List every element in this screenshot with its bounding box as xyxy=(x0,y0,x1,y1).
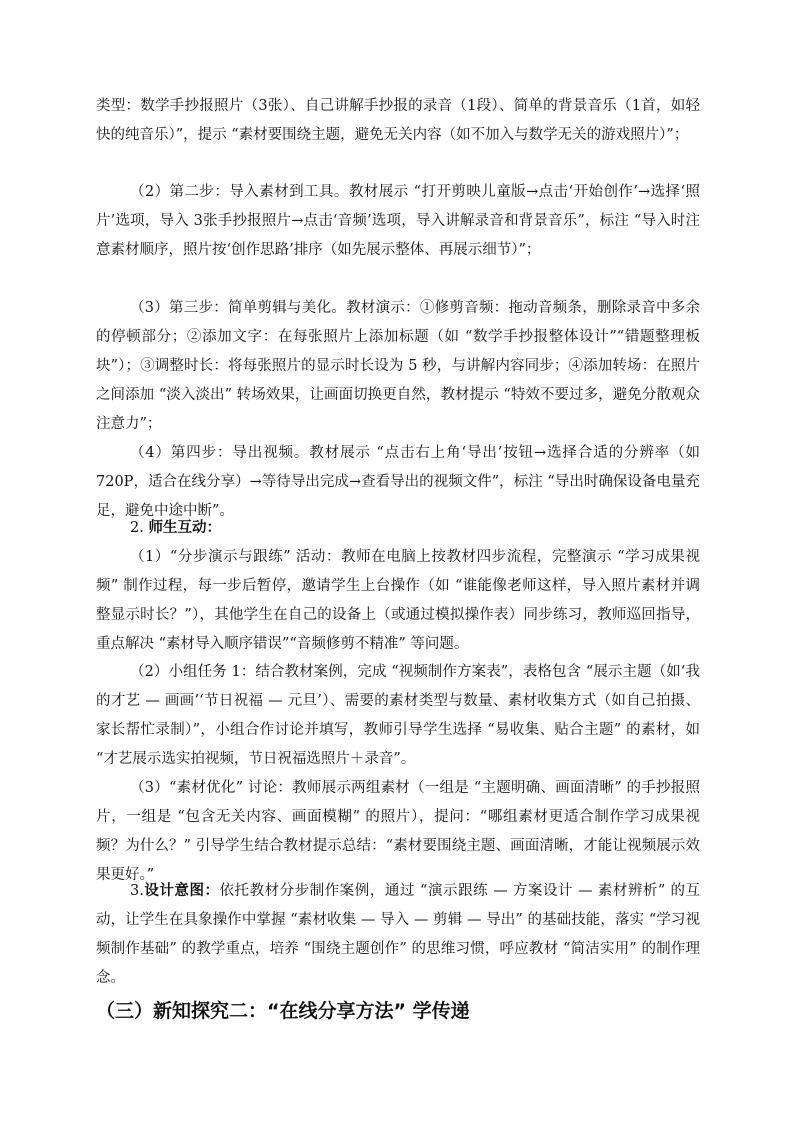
paragraph-interaction-one: （1）“分步演示与跟练” 活动：教师在电脑上按教材四步流程，完整演示 “学习成果视频” 制作过程，每一步后暂停，邀请学生上台操作（如 “谁能像老师这样，导入照片素材并调整显示时长？”），其他学生在自己的设备上（或通过模拟操作表）同步练习，教师巡回指导，重点解决 “素材导入顺序错误”“音频修剪不精准” 等问题。 xyxy=(96,549,700,652)
section-title: （三）新知探究二：“在线分享方法” 学传递 xyxy=(96,1000,470,1022)
heading-number: 2. xyxy=(130,520,144,536)
paragraph-interaction-two: （2）小组任务 1：结合教材案例，完成 “视频制作方案表”，表格包含 “展示主题（如‘我的才艺 — 画画’‘节日祝福 — 元旦’）、需要的素材类型与数量、素材收集方式（如自己拍摄、家长帮忙录制）”，小组合作讨论并填写，教师引导学生选择 “易收集、贴合主题” 的素材，如 “才艺展示选实拍视频，节日祝福选照片＋录音”。 xyxy=(96,664,700,767)
paragraph-step-four: （4）第四步：导出视频。教材展示 “点击右上角‘导出’按钮→选择合适的分辨率（如 720P，适合在线分享）→等待导出完成→查看导出的视频文件”，标注 “导出时确保设备电量充足，避免中途中断”。 xyxy=(96,445,700,519)
paragraph-step-three: （3）第三步：简单剪辑与美化。教材演示：①修剪音频：拖动音频条，删除录音中多余的停顿部分；②添加文字：在每张照片上添加标题（如 “数学手抄报整体设计”“错题整理板块”）；③调整时长：将每张照片的显示时长设为 5 秒，与讲解内容同步；④添加转场：在照片之间添加 “淡入淡出” 转场效果，让画面切换更自然，教材提示 “特效不要过多，避免分散观众注意力”； xyxy=(96,300,700,432)
intent-number: 3. xyxy=(130,883,144,899)
intent-label: 设计意图： xyxy=(143,882,220,899)
heading-label: 师生互动： xyxy=(148,519,221,536)
heading-teacher-student-interaction xyxy=(130,513,690,543)
paragraph-interaction-three: （3）“素材优化” 讨论：教师展示两组素材（一组是 “主题明确、画面清晰” 的手抄报照片，一组是 “包含无关内容、画面模糊” 的照片），提问：“哪组素材更适合制作学习成果视频？为什么？” 引导学生结合教材提示总结：“素材要围绕主题、画面清晰，才能让视频展示效果更好。” xyxy=(96,780,700,883)
paragraph-step-two: （2）第二步：导入素材到工具。教材展示 “打开剪映儿童版→点击‘开始创作’→选择‘照片’选项，导入 3张手抄报照片→点击‘音频’选项，导入讲解录音和背景音乐”，标注 “导入时注意素材顺序，照片按‘创作思路’排序（如先展示整体、再展示细节）”； xyxy=(96,184,700,258)
paragraph-design-intent xyxy=(96,876,700,993)
intent-text: 依托教材分步制作案例，通过 “演示跟练 — 方案设计 — 素材辨析” 的互动，让学生在具象操作中掌握 “素材收集 — 导入 — 剪辑 — 导出” 的基础技能，落实 “学习视频制作基础” 的教学重点，培养 “围绕主题创作” 的思维习惯，呼应教材 “简洁实用” 的制作理念。 xyxy=(96,883,701,986)
paragraph-material-types: 类型：数学手抄报照片（3张）、自己讲解手抄报的录音（1段）、简单的背景音乐（1首，如轻快的纯音乐）”，提示 “素材要围绕主题，避免无关内容（如不加入与数学无关的游戏照片）”； xyxy=(96,98,700,143)
